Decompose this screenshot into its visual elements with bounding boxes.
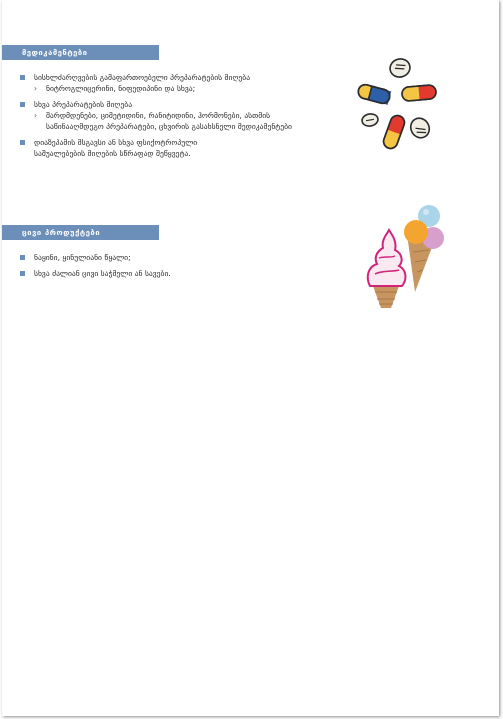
list-item bbox=[20, 99, 340, 132]
chevron-right-icon: › bbox=[34, 111, 38, 120]
cold-foods-list bbox=[20, 252, 340, 284]
document-page bbox=[2, 0, 499, 716]
section-header-medications: მედიკამენტები bbox=[2, 45, 159, 60]
pills-icon bbox=[352, 52, 442, 152]
bullet-icon bbox=[20, 75, 25, 80]
bullet-icon bbox=[20, 140, 25, 145]
list-item bbox=[20, 252, 340, 263]
item-text: საშუალებების მიღების სწრაფად შეწყვეტა. bbox=[34, 149, 191, 158]
item-text: დიაზეპამის მსგავსი ან სხვა ფსიქოტროპული bbox=[34, 138, 198, 147]
sub-item-text: ნიტროგლიცერინი, ნიფედიპინი და სხვა; bbox=[46, 84, 196, 93]
sub-item-text: საწინააღმდეგო პრეპარატები, ცხვირის გასახსნელი მედიკამენტები bbox=[46, 122, 292, 131]
sub-item bbox=[34, 83, 340, 94]
sub-item-text: შარდმდენები, ციმეტიდინი, რანიტიდინი, ჰორმონები, ასთმის bbox=[46, 111, 271, 120]
item-text: ნაყინი, ყინულიანი წყალი; bbox=[34, 253, 131, 262]
bullet-icon bbox=[20, 102, 25, 107]
item-text: სხვა ძალიან ცივი საჭმელი ან სავები. bbox=[34, 269, 171, 278]
list-item bbox=[20, 137, 340, 159]
item-text: სხვა პრეპარატების მიღება bbox=[34, 100, 133, 109]
section-header-cold-foods: ცივი პროდუქტები bbox=[2, 225, 159, 240]
medications-list bbox=[20, 72, 340, 164]
bullet-icon bbox=[20, 255, 25, 260]
ice-cream-icon bbox=[357, 200, 452, 315]
list-item bbox=[20, 72, 340, 94]
item-text: სისხლძარღვების გამაფართოებელი პრეპარატების მიღება bbox=[34, 73, 251, 82]
chevron-right-icon: › bbox=[34, 84, 38, 93]
sub-item bbox=[34, 110, 340, 132]
list-item bbox=[20, 268, 340, 279]
bullet-icon bbox=[20, 271, 25, 276]
